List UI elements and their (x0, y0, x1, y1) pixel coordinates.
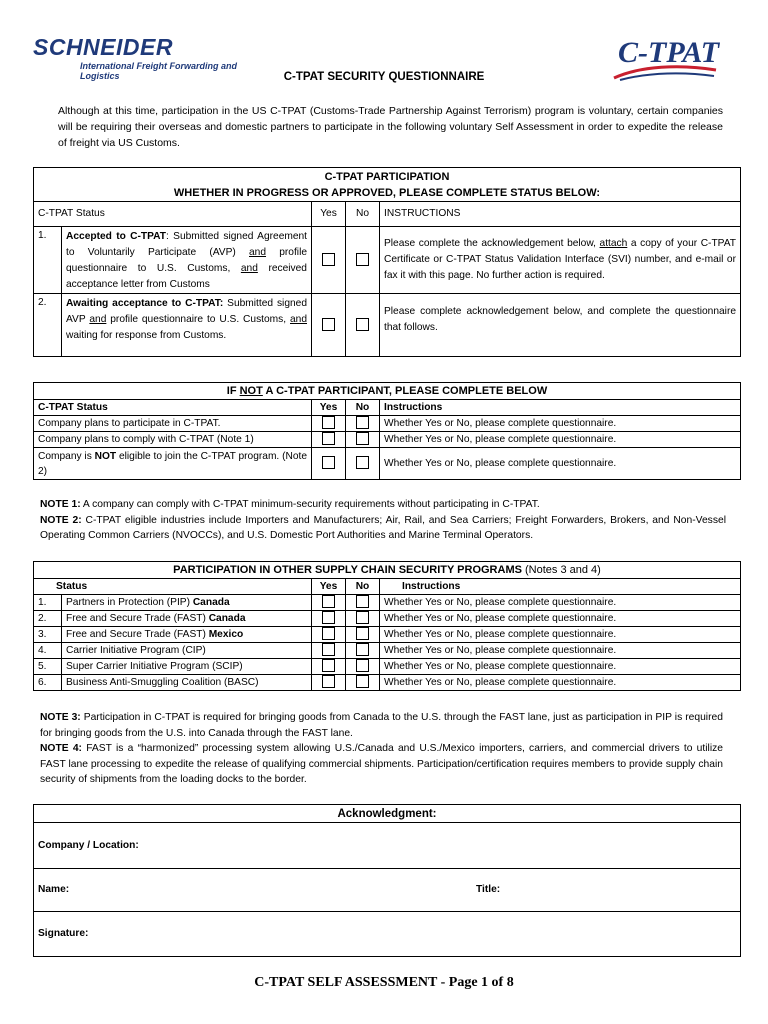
row-number: 4. (34, 643, 62, 659)
program-name: Free and Secure Trade (FAST) Mexico (62, 627, 312, 643)
ctpat-participation-table (33, 167, 741, 357)
table2-col-yes: Yes (312, 400, 346, 416)
yes-checkbox[interactable] (322, 416, 335, 429)
instruction-text: Whether Yes or No, please complete questionnaire. (380, 416, 741, 432)
row-number: 6. (34, 675, 62, 691)
table1-title-line1: C-TPAT PARTICIPATION (324, 170, 450, 183)
table3-title: PARTICIPATION IN OTHER SUPPLY CHAIN SECURITY PROGRAMS (Notes 3 and 4) (34, 562, 741, 579)
yes-checkbox[interactable] (322, 318, 335, 331)
no-checkbox[interactable] (356, 253, 369, 266)
instruction-text: Whether Yes or No, please complete questionnaire. (380, 675, 741, 691)
table-row (34, 294, 741, 357)
yes-checkbox[interactable] (322, 611, 335, 624)
no-checkbox[interactable] (356, 643, 369, 656)
program-name: Business Anti-Smuggling Coalition (BASC) (62, 675, 312, 691)
table1-col-yes: Yes (312, 202, 346, 227)
signature-field[interactable]: Signature: (34, 912, 741, 957)
row-number: 5. (34, 659, 62, 675)
yes-checkbox[interactable] (322, 643, 335, 656)
program-name: Free and Secure Trade (FAST) Canada (62, 611, 312, 627)
table1-col-instructions: INSTRUCTIONS (380, 202, 741, 227)
notes-1-2 (40, 497, 726, 544)
program-name: Carrier Initiative Program (CIP) (62, 643, 312, 659)
company-location-field[interactable]: Company / Location: (34, 823, 741, 869)
intro-paragraph: Although at this time, participation in the US C-TPAT (Customs-Trade Partnership Against Terrorism) program is voluntary, certain companies will be requiring their overseas and domestic partners to participate in the following voluntary Self Assessment in order to expedite the release of freight via US Customs. (58, 105, 723, 149)
row-number: 2. (34, 611, 62, 627)
table-row (34, 432, 741, 448)
note-4: NOTE 4: FAST is a “harmonized” processing system allowing U.S./Canada and U.S./Mexico importers, carriers, and commercial drivers to utilize FAST lane processing to expedite the release of qualifying commercial shipments. Participation/certification requires members to provide supply chain security of shipments from the loading docks to the border. (40, 743, 723, 785)
no-checkbox[interactable] (356, 432, 369, 445)
yes-checkbox[interactable] (322, 627, 335, 640)
table1-title-line2: WHETHER IN PROGRESS OR APPROVED, PLEASE COMPLETE STATUS BELOW: (173, 186, 601, 199)
table-row (34, 611, 741, 627)
other-programs-table (33, 561, 741, 691)
table-row (34, 659, 741, 675)
table-row (34, 416, 741, 432)
table1-col-no: No (346, 202, 380, 227)
document-title: C-TPAT SECURITY QUESTIONNAIRE (283, 71, 485, 83)
page-footer: C-TPAT SELF ASSESSMENT - Page 1 of 8 (254, 975, 514, 990)
table-row (34, 643, 741, 659)
instruction-text: Whether Yes or No, please complete questionnaire. (380, 595, 741, 611)
note-1: NOTE 1: A company can comply with C-TPAT minimum-security requirements without participating in C-TPAT. (40, 499, 540, 510)
table-row (34, 627, 741, 643)
table2-col-status: C-TPAT Status (34, 400, 312, 416)
table2-col-no: No (346, 400, 380, 416)
status-text: Awaiting acceptance to C-TPAT: Submitted signed AVP and profile questionnaire to U.S. Customs, and waiting for response from Customs. (62, 294, 312, 357)
note-2: NOTE 2: C-TPAT eligible industries include Importers and Manufacturers; Air, Rail, and Sea Carriers; Freight Forwarders, Brokers, and Non-Vessel Operating Common Carriers (NVOCCs), and U.S. Domestic Port Authorities and Marine Terminal Operators. (40, 514, 726, 541)
no-checkbox[interactable] (356, 595, 369, 608)
table2-title: IF NOT A C-TPAT PARTICIPANT, PLEASE COMPLETE BELOW (34, 383, 741, 400)
row-number: 2. (34, 294, 62, 357)
no-checkbox[interactable] (356, 416, 369, 429)
table2-col-instructions: Instructions (380, 400, 741, 416)
no-checkbox[interactable] (356, 675, 369, 688)
instruction-text: Whether Yes or No, please complete questionnaire. (380, 627, 741, 643)
yes-checkbox[interactable] (322, 675, 335, 688)
table-row (34, 227, 741, 294)
table3-col-yes: Yes (312, 579, 346, 595)
instruction-text: Whether Yes or No, please complete questionnaire. (380, 659, 741, 675)
status-text: Company is NOT eligible to join the C-TPAT program. (Note 2) (34, 448, 312, 480)
yes-checkbox[interactable] (322, 432, 335, 445)
no-checkbox[interactable] (356, 627, 369, 640)
schneider-logo: SCHNEIDER (33, 34, 173, 60)
instruction-text: Please complete the acknowledgement below, attach a copy of your C-TPAT Certificate or C-TPAT Status Validation Interface (SVI) number, and e-mail or fax it with this page. No further action is required. (380, 227, 741, 294)
yes-checkbox[interactable] (322, 595, 335, 608)
no-checkbox[interactable] (356, 659, 369, 672)
name-field[interactable]: Name: (34, 869, 473, 912)
yes-checkbox[interactable] (322, 659, 335, 672)
acknowledgment-title: Acknowledgment: (34, 805, 741, 823)
acknowledgment-table (33, 804, 741, 957)
status-text: Company plans to participate in C-TPAT. (34, 416, 312, 432)
notes-3-4 (40, 710, 723, 788)
table1-col-status: C-TPAT Status (34, 202, 312, 227)
no-checkbox[interactable] (356, 611, 369, 624)
ctpat-logo-text: C-TPAT (618, 36, 720, 69)
no-checkbox[interactable] (356, 318, 369, 331)
table3-col-instructions: Instructions (380, 579, 741, 595)
schneider-tagline: International Freight Forwarding and Logistics (80, 61, 238, 81)
row-number: 1. (34, 227, 62, 294)
status-text: Accepted to C-TPAT: Submitted signed Agreement to Voluntarily Participate (AVP) and profile questionnaire to U.S. Customs, and received acceptance letter from Customs (62, 227, 312, 294)
table-row (34, 595, 741, 611)
title-field[interactable]: Title: (472, 869, 741, 912)
no-checkbox[interactable] (356, 456, 369, 469)
program-name: Super Carrier Initiative Program (SCIP) (62, 659, 312, 675)
instruction-text: Whether Yes or No, please complete questionnaire. (380, 432, 741, 448)
note-3: NOTE 3: Participation in C-TPAT is required for bringing goods from Canada to the U.S. through the FAST lane, just as participation in PIP is required for bringing goods from the U.S. into Canada through the FAST lane. (40, 712, 723, 739)
table-row (34, 675, 741, 691)
instruction-text: Whether Yes or No, please complete questionnaire. (380, 611, 741, 627)
yes-checkbox[interactable] (322, 456, 335, 469)
table-row (34, 448, 741, 480)
table3-col-status: Status (34, 579, 312, 595)
status-text: Company plans to comply with C-TPAT (Note 1) (34, 432, 312, 448)
instruction-text: Whether Yes or No, please complete questionnaire. (380, 448, 741, 480)
instruction-text: Whether Yes or No, please complete questionnaire. (380, 643, 741, 659)
program-name: Partners in Protection (PIP) Canada (62, 595, 312, 611)
yes-checkbox[interactable] (322, 253, 335, 266)
row-number: 3. (34, 627, 62, 643)
row-number: 1. (34, 595, 62, 611)
instruction-text: Please complete acknowledgement below, and complete the questionnaire that follows. (380, 294, 741, 357)
table3-col-no: No (346, 579, 380, 595)
non-participant-table (33, 382, 741, 480)
